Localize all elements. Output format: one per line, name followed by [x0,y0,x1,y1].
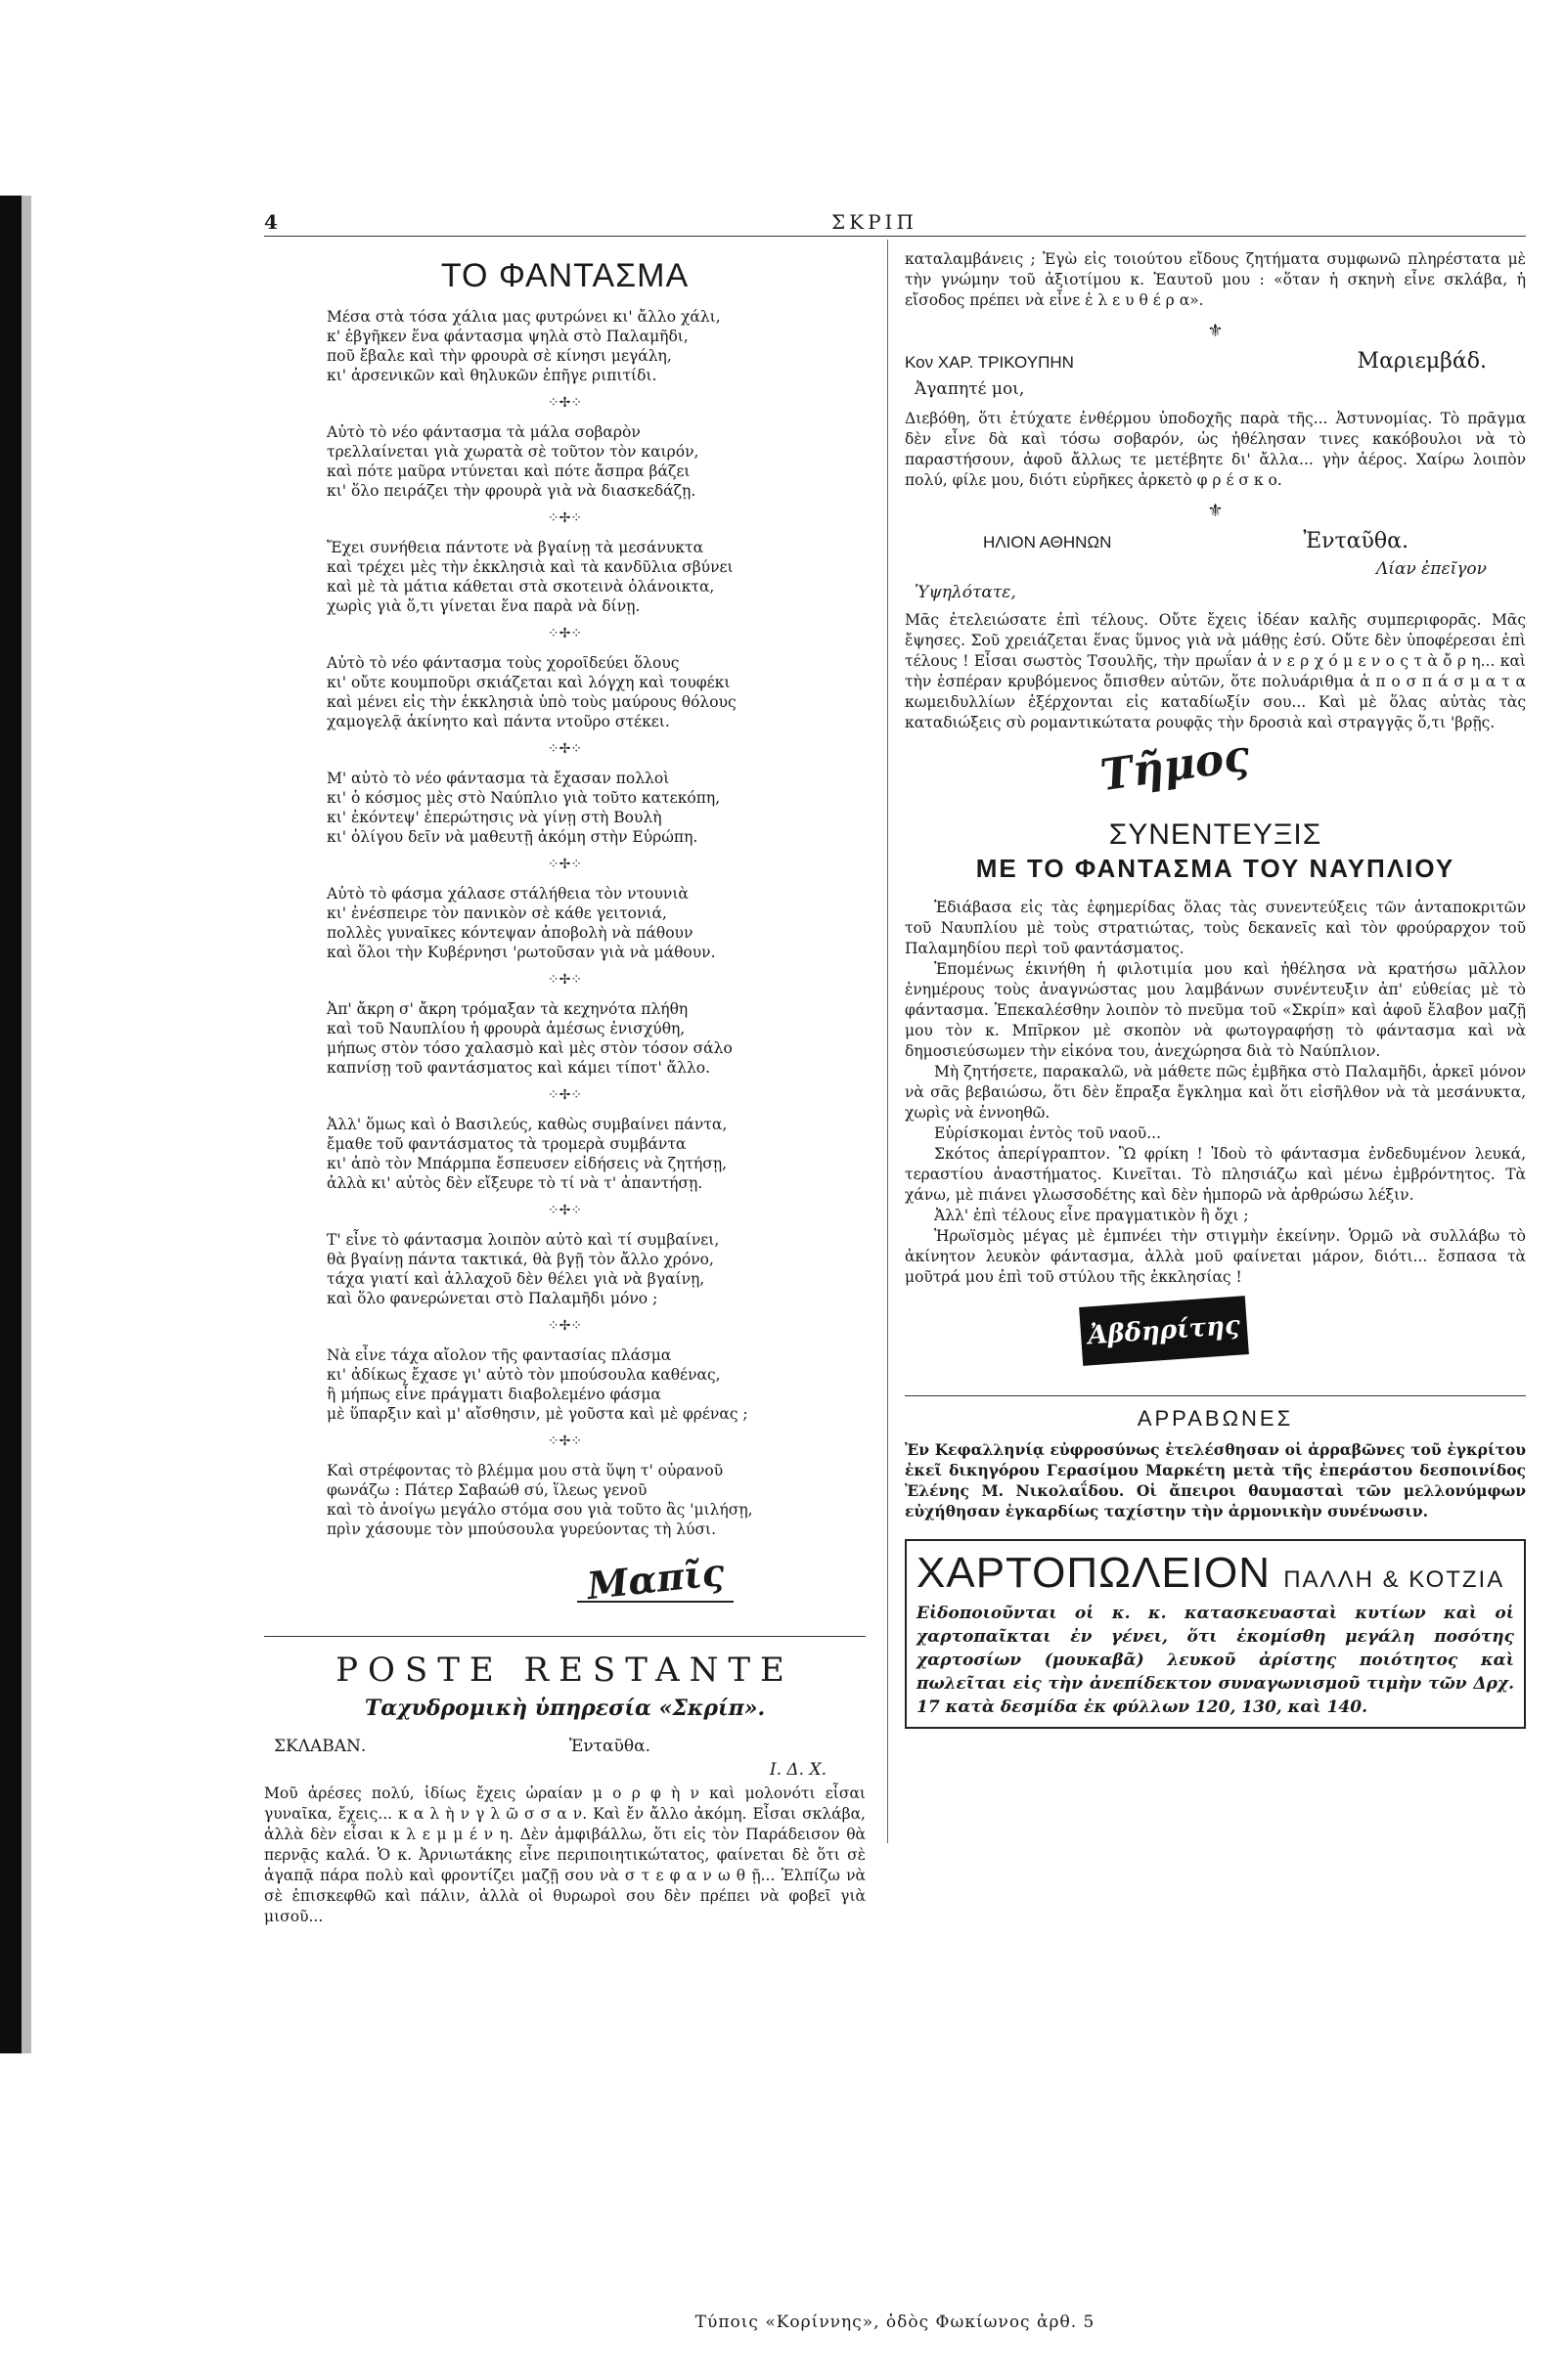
stanza-ornament: ⁘✢⁘ [547,1318,583,1334]
poem-line: κι' ἀδίκως ἔχασε γι' αὐτὸ τὸν μπούσουλα καθένας, [327,1366,721,1384]
stanza-ornament: ⁘✢⁘ [547,972,583,988]
scan-edge-dark [0,196,22,2053]
poem-line: τάχα γιατί καὶ ἀλλαχοῦ δὲν θέλει γιὰ νὰ βγαίνῃ, [327,1270,705,1288]
poem-line: καὶ τοῦ Ναυπλίου ἡ φρουρὰ ἀμέσως ἐνισχύθη, [327,1020,686,1037]
poem-line: κι' ὁ κόσμος μὲς στὸ Ναύπλιο γιὰ τοῦτο κατεκόπη, [327,789,721,807]
newspaper-page [264,191,1526,2332]
poem-line: τρελλαίνεται γιὰ χωρατὰ σὲ τοῦτον τὸν καιρόν, [327,443,699,461]
notice-address [264,1737,866,1756]
interview-paragraph: Ἐδιάβασα εἰς τὰς ἐφημερίδας ὅλας τὰς συνεντεύξεις τῶν ἀνταποκριτῶν τοῦ Ναυπλίου μὲ τοὺς στρατιώτας, τοὺς δεκανεῖς καὶ τὸν φρούραρχον τοῦ Παλαμηδίου περὶ τοῦ φαντάσματος. [905,899,1526,957]
poem-line: ἢ μήπως εἶνε πράγματι διαβολεμένο φάσμα [327,1386,661,1403]
engagement-text: Ἐν Κεφαλληνίᾳ εὐφροσύνως ἐτελέσθησαν οἱ ἀρραβῶνες τοῦ ἐγκρίτου ἐκεῖ δικηγόρου Γερασίμου Μαρκέτη μετὰ τῆς ἐπεράστου δεσποινίδος Ἐλένης Μ. Νικολαΐδου. Οἱ ἄπειροι θαυμασταὶ τῶν μελλονύμφων εὐχήθησαν ἐγκαρδίως ταχίστην τὴν ἀρμονικὴν συνένωσιν. [905,1440,1526,1521]
poem-line: μὲ ὕπαρξιν καὶ μ' αἴσθησιν, μὲ γοῦστα καὶ μὲ φρένας ; [327,1405,748,1423]
poem-line: καὶ μένει εἰς τὴν ἐκκλησιὰ ὑπὸ τοὺς μαύρους θόλους [327,693,737,711]
interview-paragraph: Ἡρωϊσμὸς μέγας μὲ ἐμπνέει τὴν στιγμὴν ἐκείνην. Ὁρμῶ νὰ συλλάβω τὸ ἀκίνητον λευκὸν φάντασμα, ἀλλὰ μοῦ φαίνεται μάρον, διότι... ἔσπασα τὰ μοῦτρά μου ἐπὶ τοῦ στύλου τῆς ἐκκλησίας ! [905,1227,1526,1286]
poem-line: καπνίσῃ τοῦ φαντάσματος καὶ κάμει τίποτ' ἄλλο. [327,1059,711,1077]
masthead-title: ΣΚΡΙΠ [831,210,917,234]
interview-paragraph: Σκότος ἀπερίγραπτον. Ὢ φρίκη ! Ἰδοὺ τὸ φάντασμα ἐνδεδυμένον λευκά, τεραστίου ἀναστήματος. Κινεῖται. Τὸ πλησιάζω καὶ μένω ἐμβρόντητος. Τὰ χάνω, μὲ πιάνει γλωσσοδέτης καὶ δὲν ἠμπορῶ νὰ ἀρθρώσω λέξιν. [905,1145,1526,1204]
notice-address [905,529,1526,553]
poem-stanza [327,538,866,616]
interview-subtitle: ΜΕ ΤΟ ΦΑΝΤΑΣΜΑ ΤΟΥ ΝΑΥΠΛΙΟΥ [975,854,1455,883]
notice-recipient: Κον ΧΑΡ. ΤΡΙΚΟΥΠΗΝ [905,353,1074,372]
interview-paragraph: Εὑρίσκομαι ἐντὸς τοῦ ναοῦ... [934,1124,1162,1142]
poem-stanza [327,769,866,847]
poem-line: Αὐτὸ τὸ νέο φάντασμα τὰ μάλα σοβαρὸν [327,423,641,441]
notice-signature: Τῆμος [1097,730,1253,802]
poem-line: καὶ τρέχει μὲς τὴν ἐκκλησιὰ καὶ τὰ κανδῦλια σβύνει [327,558,734,576]
poem-line: Αὐτὸ τὸ νέο φάντασμα τοὺς χοροῖδεύει ὅλους [327,654,680,672]
poem-line: Ἔχει συνήθεια πάντοτε νὰ βγαίνῃ τὰ μεσάνυκτα [327,539,704,556]
poem-line: Νὰ εἶνε τάχα αἴολον τῆς φαντασίας πλάσμα [327,1346,672,1364]
notice-place: Μαριεμβάδ. [1357,349,1487,374]
page-number: 4 [264,210,278,234]
poem-stanza [327,1461,866,1539]
header-rule [264,236,1526,237]
right-column [905,249,1526,1729]
poem-line: κ' ἐβγῆκεν ἕνα φάντασμα ψηλὰ στὸ Παλαμῆδι, [327,328,689,345]
poem-stanza [327,884,866,962]
poem-line: καὶ ὅλο φανερώνεται στὸ Παλαμῆδι μόνο ; [327,1290,658,1307]
stanza-ornament: ⁘✢⁘ [547,857,583,872]
interview-body [905,898,1526,1288]
poem-line: κι' ἀρσενικῶν καὶ θηλυκῶν ἐπῆγε ριπιτίδι. [327,367,657,384]
notice-address [905,349,1526,374]
notice-text: Μοῦ ἀρέσες πολύ, ἰδίως ἔχεις ὡραίαν μ ο ρ φ ὴ ν καὶ μολονότι εἶσαι γυναῖκα, ἔχεις... κ α λ ὴ ν γ λ ῶ σ σ α ν. Καὶ ἔν ἄλλο ἀκόμη. Εἶσαι σκλάβα, ἀλλὰ δὲν εἶσαι κ λ ε μ μ έ ν η. Δὲν ἀμφιβάλλω, ὅτι εἰς τὸν Παράδεισον θὰ περνᾷς καλά. Ὁ κ. Ἀρνιωτάκης εἶνε περιποιητικώτατος, φαίνεται δὲ ὅτι σὲ ἀγαπᾷ πάρα πολὺ καὶ φροντίζει μαζῇ σου νὰ σ τ ε φ α ν ω θ ῇ... Ἐλπίζω νὰ σὲ ἐπισκεφθῶ καὶ πάλιν, ἀλλὰ οἱ θυρωροὶ σου δὲν πρέπει νὰ φοβεῖ γιὰ μισοῦ... [264,1785,866,1925]
left-column [264,249,866,1927]
poem-stanza [327,307,866,385]
ad-title: ΧΑΡΤΟΠΩΛΕΙΟΝ [917,1549,1271,1597]
ornament: ⚜ [1207,501,1224,521]
notice-recipient: ΣΚΛΑΒΑΝ. [274,1737,367,1756]
column-rule [887,240,888,1843]
poem-line: ποῦ ἔβαλε καὶ τὴν φρουρὰ σὲ κίνησι μεγάλη, [327,347,672,365]
stanza-ornament: ⁘✢⁘ [547,1433,583,1449]
poem-line: χαμογελᾷ ἀκίνητο καὶ πάντα ντοῦρο στέκει. [327,713,670,730]
poem-stanza [327,653,866,731]
stanza-ornament: ⁘✢⁘ [547,510,583,526]
poem-line: κι' ἐκόντεψ' ἐπερώτησις νὰ γίνῃ στὴ Βουλὴ [327,809,662,826]
poem-line: ἀλλὰ κι' αὐτὸς δὲν εἴξευρε τὸ τί νὰ τ' ἀπαντήσῃ. [327,1174,703,1192]
poem-line: καὶ πότε μαῦρα ντύνεται καὶ πότε ἄσπρα βάζει [327,463,691,480]
poem-line: καὶ τὸ ἀνοίγω μεγάλο στόμα σου γιὰ τοῦτο ἂς 'μιλήσῃ, [327,1501,753,1519]
ad-heading [917,1549,1514,1598]
notice-urgency: Λίαν ἐπεῖγον [1376,559,1487,579]
interview-paragraph: Ἐπομένως ἐκινήθη ἡ φιλοτιμία μου καὶ ἠθέλησα νὰ κρατήσω μᾶλλον ἐνημέρους τοὺς ἀναγνώστας μου λαμβάνων συνέντευξιν ἀπ' εὐθείας μὲ τὸ φάντασμα. Ἐπεκαλέσθην λοιπὸν τὸ πνεῦμα τοῦ «Σκρίπ» καὶ ἀφοῦ ἔλαβον μαζῇ μου τὸν κ. Μπῖρκον μὲ σκοπὸν νὰ φωτογραφήσῃ τὸ φάντασμα καὶ νὰ δημοσιεύσωμεν τὴν εἰκόνα του, ἀνεχώρησα διὰ τὸ Ναύπλιον. [905,960,1526,1060]
notice-text: Μᾶς ἐτελειώσατε ἐπὶ τέλους. Οὔτε ἔχεις ἰδέαν καλῆς συμπεριφορᾶς. Μᾶς ἔψησες. Σοῦ χρειάζεται ἕνας ὕμνος γιὰ νὰ μάθῃς ἐσύ. Οὔτε δὲν ὑποφέρεσαι ἐπὶ τέλους ! Εἶσαι σωστὸς Τσουλῆς, τὴν πρωΐαν ἀ ν ε ρ χ ό μ ε ν ο ς τ ὰ ὄ ρ η... καὶ τὴν ἑσπέραν κρυβόμενος ὄπισθεν αὐτῶν, ὅτε πολυάριθμα ἀ π ο σ π ά σ μ α τ α κωμειδυλλίων ἐξέρχονται εἰς καταδίωξίν σου... Καὶ μὲ ὅλας αὐτὰς τὰς καταδιώξεις σὺ ρομαντικώτατα ρουφᾷς τὴν δροσιὰ καὶ στραγγᾷς ὅ,τι 'βρῇς. [905,611,1526,731]
poem-signature: Μαπῖς [585,1549,727,1609]
poem-line: Μ' αὐτὸ τὸ νέο φάντασμα τὰ ἔχασαν πολλοὶ [327,770,670,787]
advertisement [905,1539,1526,1729]
interview-paragraph: Ἀλλ' ἐπὶ τέλους εἶνε πραγματικὸν ἢ ὄχι ; [934,1207,1249,1224]
poem-line: μήπως στὸν τόσο χαλασμὸ καὶ μὲς στὸν τόσον σάλο [327,1039,733,1057]
engagement-title: ΑΡΡΑΒΩΝΕΣ [1137,1406,1294,1431]
interview-signature: Ἀβδηρίτης [1079,1296,1249,1366]
section-rule [905,1395,1526,1396]
stanza-ornament: ⁘✢⁘ [547,395,583,411]
notice-sender: Ι. Δ. Χ. [769,1760,827,1780]
poem-line: Καὶ στρέφοντας τὸ βλέμμα μου στὰ ὕψη τ' οὐρανοῦ [327,1462,724,1479]
poem-line: κι' οὔτε κουμποῦρι σκιάζεται καὶ λόγχη καὶ τουφέκι [327,674,731,691]
stanza-ornament: ⁘✢⁘ [547,1087,583,1103]
stanza-ornament: ⁘✢⁘ [547,741,583,757]
interview-title: ΣΥΝΕΝΤΕΥΞΙΣ [1108,818,1322,851]
poem-line: Τ' εἶνε τὸ φάντασμα λοιπὸν αὐτὸ καὶ τί συμβαίνει, [327,1231,720,1249]
poem-line: θὰ βγαίνῃ πάντα τακτικά, θὰ βγῇ τὸν ἄλλο χρόνο, [327,1251,714,1268]
scan-edge-light [22,196,31,2053]
poem-stanza [327,1230,866,1308]
poem-line: κι' ἐνέσπειρε τὸν πανικὸν σὲ κάθε γειτονιά, [327,904,667,922]
stanza-ornament: ⁘✢⁘ [547,1203,583,1218]
poem-line: κι' ὀλίγου δεῖν νὰ μαθευτῇ ἀκόμη στὴν Εὐρώπη. [327,828,698,846]
poem-line: πολλὲς γυναῖκες κόντεψαν ἀποβολὴ νὰ πάθουν [327,924,693,942]
poem-line: κι' ἀπὸ τὸν Μπάρμπα ἔσπευσεν εἰδήσεις νὰ ζητήσῃ, [327,1155,728,1172]
ornament: ⚜ [1207,321,1224,341]
notice-recipient: ΗΛΙΟΝ ΑΘΗΝΩΝ [983,533,1112,551]
poem-line: πρὶν χάσουμε τὸν μπούσουλα γυρεύοντας τὴ λύσι. [327,1521,717,1538]
interview-paragraph: Μὴ ζητήσετε, παρακαλῶ, νὰ μάθετε πῶς ἐμβῆκα στὸ Παλαμῆδι, ἀρκεῖ μόνον νὰ σᾶς βεβαιώσω, ὅτι δὲν ἔπραξα ἔγκλημα καὶ ὅτι εἰσῆλθον νὰ τὰ μεσάνυκτα, χωρὶς νὰ ἐννοηθῶ. [905,1063,1526,1122]
notice-salutation: Ἀγαπητέ μοι, [915,379,1025,399]
notice-text: Διεβόθη, ὅτι ἐτύχατε ἐνθέρμου ὑποδοχῆς παρὰ τῆς... Ἀστυνομίας. Τὸ πρᾶγμα δὲν εἶνε δὰ καὶ τόσω σοβαρόν, ὡς ἠθέλησαν τινες κακόβουλοι νὰ τὸ παραστήσουν, ἀφοῦ ἄλλως τε μετέβητε δι' ἄλλα... γὴν ἀέρος. Χαίρω λοιπὸν πολύ, φίλε μου, διότι εὑρῆκες ἀρκετὸ φ ρ έ σ κ ο. [905,410,1526,489]
poem [264,307,866,1539]
poem-line: Αὐτὸ τὸ φάσμα χάλασε στάλήθεια τὸν ντουνιὰ [327,885,689,903]
notice-salutation-row [905,379,1526,399]
stanza-ornament: ⁘✢⁘ [547,626,583,641]
poem-stanza [327,999,866,1078]
poem-line: κι' ὅλο πειράζει τὴν φρουρὰ γιὰ νὰ διασκεδάζῃ. [327,482,696,500]
notice-salutation-row [905,583,1526,602]
printer-footer: Τύποις «Κορίννης», ὁδὸς Φωκίωνος ἀρθ. 5 [694,2313,1096,2332]
poem-line: Μέσα στὰ τόσα χάλια μας φυτρώνει κι' ἄλλο χάλι, [327,308,721,326]
poem-stanza [327,422,866,501]
poem-title: ΤΟ ΦΑΝΤΑΣΜΑ [440,257,690,294]
ad-text: Εἰδοποιοῦνται οἱ κ. κ. κατασκευασταὶ κυτίων καὶ οἱ χαρτοπαῖκται ἐν γένει, ὅτι ἐκομίσθη μεγάλη ποσότης χαρτοσίων (μουκαβᾶ) λευκοῦ ἀρίστης ποιότητος καὶ πωλεῖται εἰς τὴν ἀνεπίδεκτον συναγωνισμοῦ τιμὴν τῶν Δρχ. 17 κατὰ δεσμίδα ἐκ φύλλων 120, 130, καὶ 140. [917,1604,1514,1717]
poem-line: ἔμαθε τοῦ φαντάσματος τὰ τρομερὰ συμβάντα [327,1135,687,1153]
poem-line: Ἀλλ' ὅμως καὶ ὁ Βασιλεύς, καθὼς συμβαίνει πάντα, [327,1116,728,1133]
poem-line: χωρὶς γιὰ ὅ,τι γίνεται ἕνα παρὰ νὰ δίνῃ. [327,597,641,615]
section-rule [264,1636,866,1637]
poem-stanza [327,1115,866,1193]
notice-place: Ἐνταῦθα. [1303,529,1408,553]
ad-title-small: ΠΑΛΛΗ & ΚΟΤΖΙΑ [1283,1566,1505,1593]
poem-stanza [327,1345,866,1424]
poem-line: φωνάζω : Πάτερ Σαβαώθ σύ, ἵλεως γενοῦ [327,1481,648,1499]
poem-line: καὶ μὲ τὰ μάτια κάθεται στὰ σκοτεινὰ ὀλάνοικτα, [327,578,715,595]
notice-continuation: καταλαμβάνεις ; Ἐγὼ εἰς τοιούτου εἴδους ζητήματα συμφωνῶ πληρέστατα μὲ τὴν γνώμην τοῦ ἀξιοτίμου κ. Ἑαυτοῦ μου : «ὅταν ἡ σκηνὴ εἶνε σκλάβα, ἡ εἴσοδος πρέπει νὰ εἶνε ἐ λ ε υ θ έ ρ α». [905,250,1526,309]
notice-place: Ἐνταῦθα. [568,1737,650,1756]
poem-line: Ἀπ' ἄκρη σ' ἄκρη τρόμαξαν τὰ κεχηνότα πλήθη [327,1000,689,1018]
poem-line: καὶ ὅλοι τὴν Κυβέρνησι 'ρωτοῦσαν γιὰ νὰ μάθουν. [327,944,716,961]
poste-restante-subtitle: Ταχυδρομικὴ ὑπηρεσία «Σκρίπ». [364,1696,766,1721]
notice-salutation: Ὑψηλότατε, [915,583,1016,602]
poste-restante-title: POSTE RESTANTE [335,1651,794,1690]
